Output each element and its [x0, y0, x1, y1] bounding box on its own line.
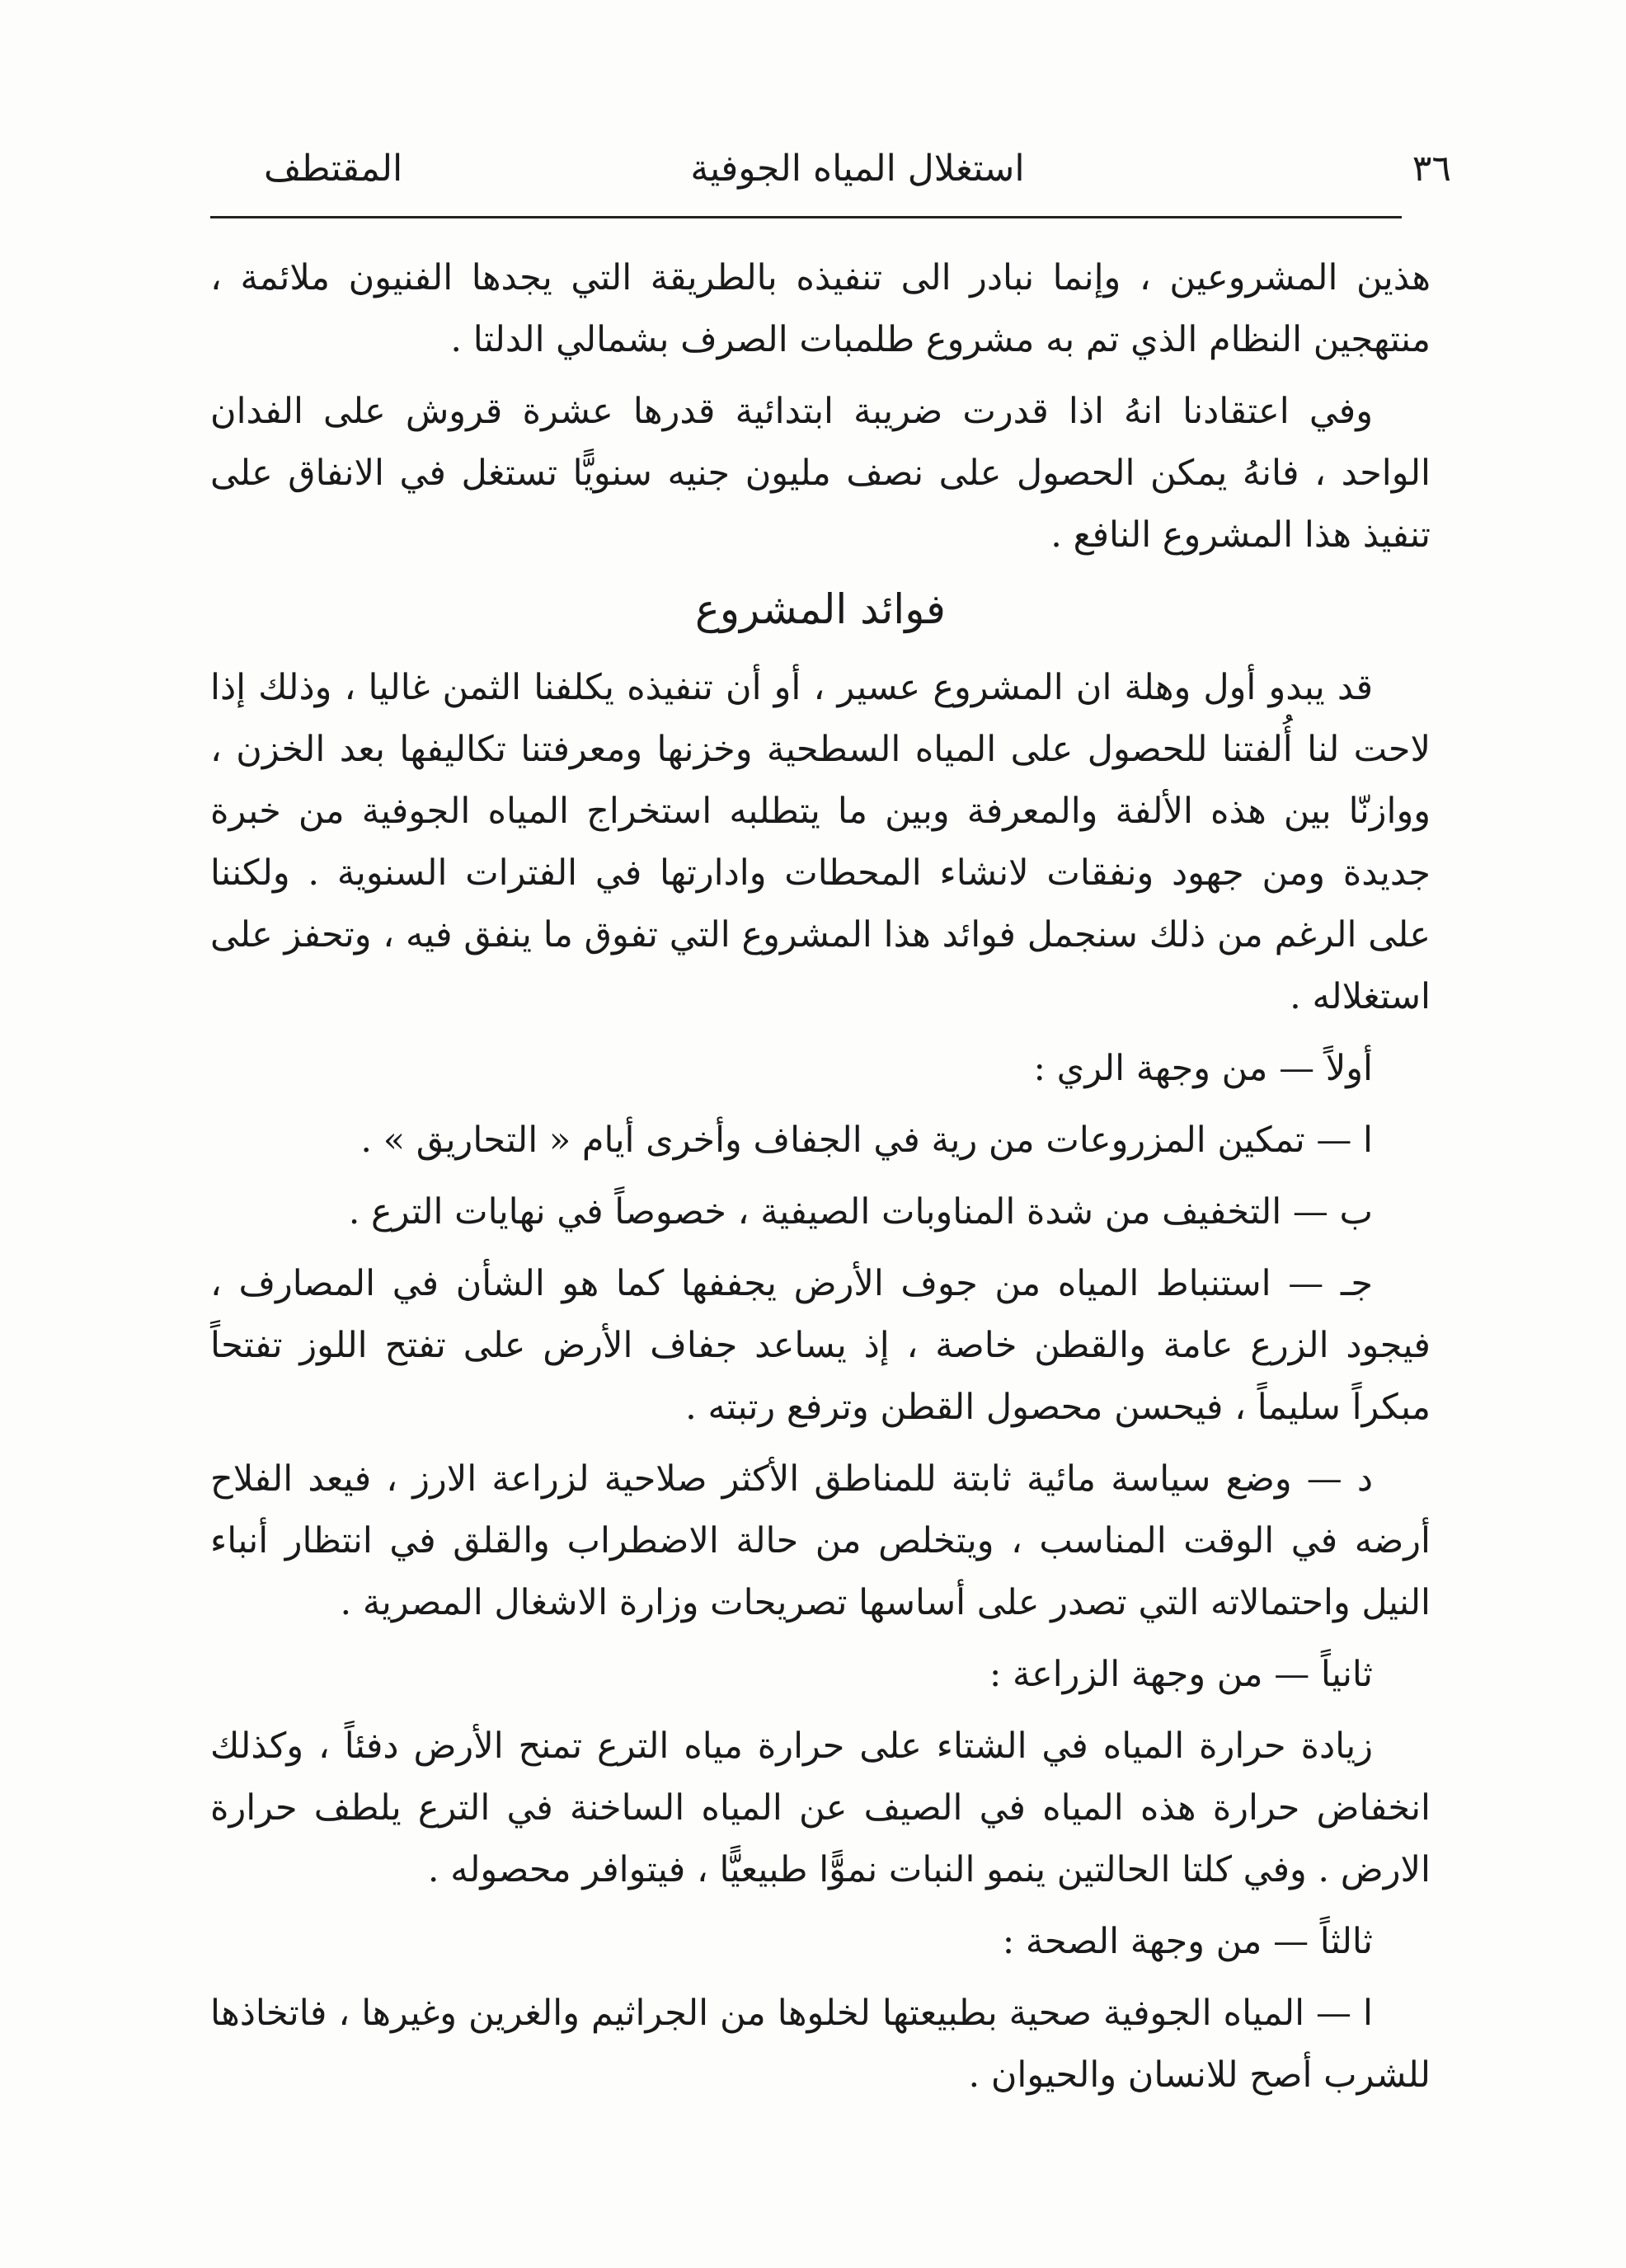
- agriculture-heading: ثانياً — من وجهة الزراعة :: [989, 1654, 1373, 1695]
- paragraph: زيادة حرارة المياه في الشتاء على حرارة مياه الترع تمنح الأرض دفئاً ، وكذلك انخفاض حرارة هذه المياه في الصيف عن المياه الساخنة في الترع يلطف حرارة الارض . وفي كلتا الحالتين ينمو النبات نموًّا طبيعيًّا ، فيتوافر محصوله .: [210, 1726, 1431, 1890]
- paragraph: قد يبدو أول وهلة ان المشروع عسير ، أو أن تنفيذه يكلفنا الثمن غاليا ، وذلك إذا لاحت لنا أُلفتنا للحصول على المياه السطحية وخزنها ومعرفتنا تكاليفها بعد الخزن ، ووازنّا بين هذه الألفة والمعرفة وبين ما يتطلبه استخراج المياه الجوفية من خبرة جديدة ومن جهود ونفقات لانشاء المحطات وادارتها في الفترات السنوية . ولكننا على الرغم من ذلك سنجمل فوائد هذا المشروع التي تفوق ما ينفق فيه ، وتحفز على استغلاله .: [210, 667, 1431, 1017]
- paragraph: وفي اعتقادنا انهُ اذا قدرت ضريبة ابتدائية قدرها عشرة قروش على الفدان الواحد ، فانهُ يمكن الحصول على نصف مليون جنيه سنويًّا تستغل في الانفاق على تنفيذ هذا المشروع النافع .: [210, 391, 1431, 556]
- list-item: جـ — استنباط المياه من جوف الأرض يجففها كما هو الشأن في المصارف ، فيجود الزرع عامة والقطن خاصة ، إذ يساعد جفاف الأرض على تفتح اللوز تفتحاً مبكراً سليماً ، فيحسن محصول القطن وترفع رتبته .: [210, 1263, 1431, 1428]
- article-title: استغلال المياه الجوفية: [690, 148, 1025, 190]
- running-header: [264, 140, 1451, 198]
- paragraph: هذين المشروعين ، وإنما نبادر الى تنفيذه بالطريقة التي يجدها الفنيون ملائمة ، منتهجين النظام الذي تم به مشروع طلمبات الصرف بشمالي الدلتا .: [210, 257, 1431, 360]
- header-divider: [210, 216, 1402, 218]
- health-heading: ثالثاً — من وجهة الصحة :: [1002, 1921, 1373, 1962]
- irrigation-heading: أولاً — من وجهة الري :: [1033, 1048, 1373, 1089]
- list-item: ب — التخفيف من شدة المناوبات الصيفية ، خصوصاً في نهايات الترع .: [348, 1191, 1373, 1233]
- article-body: [210, 247, 1431, 2116]
- section-title: فوائد المشروع: [695, 585, 946, 633]
- list-item: ا — تمكين المزروعات من رية في الجفاف وأخرى أيام « التحاريق » .: [360, 1120, 1373, 1161]
- list-item: د — وضع سياسة مائية ثابتة للمناطق الأكثر صلاحية لزراعة الارز ، فيعد الفلاح أرضه في الوقت المناسب ، ويتخلص من حالة الاضطراب والقلق في انتظار أنباء النيل واحتمالاته التي تصدر على أساسها تصريحات وزارة الاشغال المصرية .: [210, 1458, 1431, 1623]
- journal-name: المقتطف: [264, 148, 403, 190]
- list-item: ا — المياه الجوفية صحية بطبيعتها لخلوها من الجراثيم والغرين وغيرها ، فاتخاذها للشرب أصح للانسان والحيوان .: [210, 1993, 1431, 2096]
- page-number: ٣٦: [1412, 148, 1451, 190]
